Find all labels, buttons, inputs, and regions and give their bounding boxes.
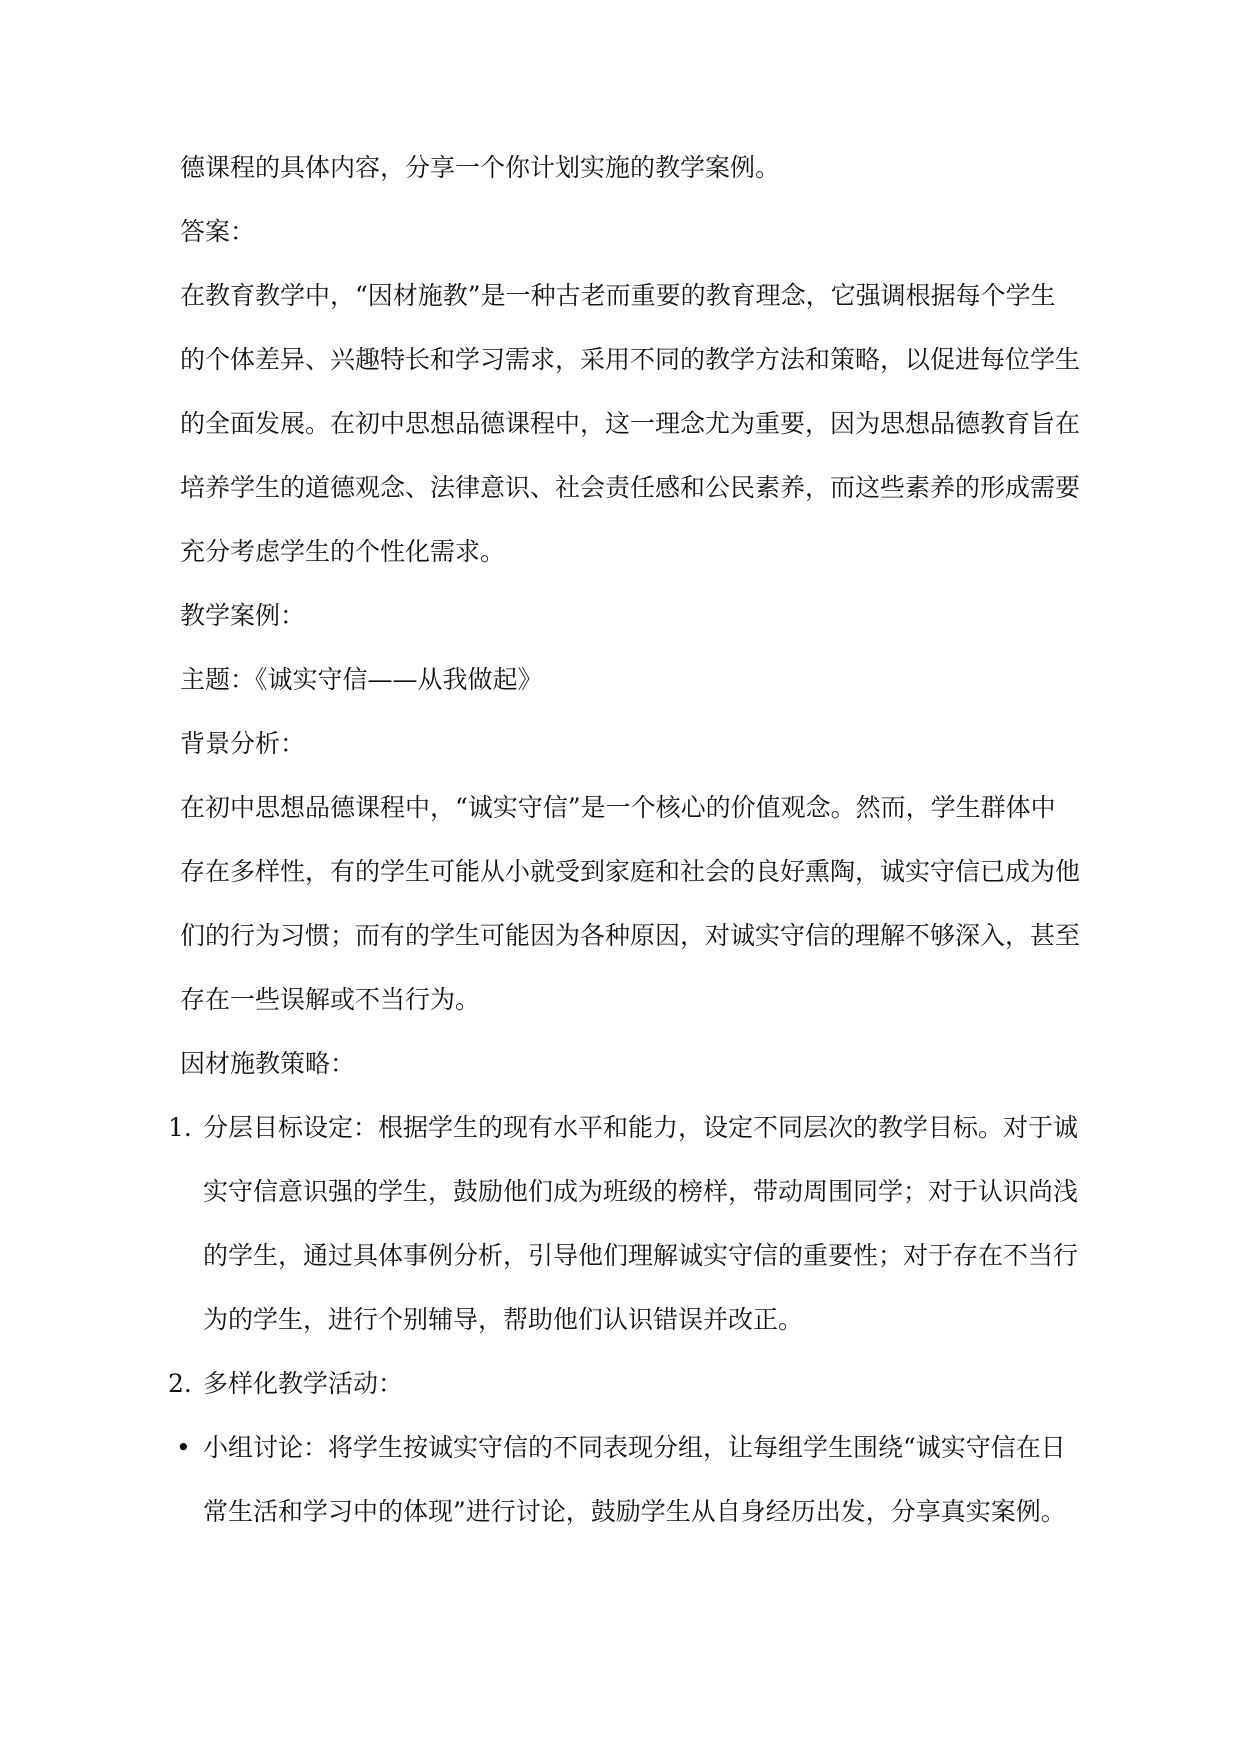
text-line: 充分考虑学生的个性化需求。 <box>180 537 506 566</box>
numbered-list <box>0 1096 1241 1416</box>
text-line: 常生活和学习中的体现”进行讨论，鼓励学生从自身经历出发，分享真实案例。 <box>203 1497 1066 1526</box>
text-line: 们的行为习惯；而有的学生可能因为各种原因，对诚实守信的理解不够深入，甚至 <box>180 921 1081 950</box>
background-label: 背景分析： <box>180 729 306 758</box>
text-line: 在教育教学中，“因材施教”是一种古老而重要的教育理念，它强调根据每个学生 <box>180 281 1056 310</box>
list-number: 1. <box>168 1113 192 1142</box>
theme-line: 主题：《诚实守信——从我做起》 <box>180 665 543 694</box>
list-item <box>0 1352 1241 1416</box>
text-line: 存在一些误解或不当行为。 <box>180 985 481 1014</box>
list-item <box>0 1416 1241 1544</box>
background-paragraph <box>0 776 1241 1032</box>
text-line: 在初中思想品德课程中，“诚实守信”是一个核心的价值观念。然而，学生群体中 <box>180 793 1056 822</box>
case-label: 教学案例： <box>180 601 306 630</box>
text-line: 分层目标设定：根据学生的现有水平和能力，设定不同层次的教学目标。对于诚 <box>203 1113 1079 1142</box>
document-page <box>0 136 1241 1544</box>
bullet-icon: • <box>176 1433 191 1462</box>
text-line: 培养学生的道德观念、法律意识、社会责任感和公民素养，而这些素养的形成需要 <box>180 473 1081 502</box>
text-line: 小组讨论：将学生按诚实守信的不同表现分组，让每组学生围绕“诚实守信在日 <box>203 1433 1066 1462</box>
text-line: 存在多样性，有的学生可能从小就受到家庭和社会的良好熏陶，诚实守信已成为他 <box>180 857 1081 886</box>
bullet-list <box>0 1416 1241 1544</box>
intro-line: 德课程的具体内容，分享一个你计划实施的教学案例。 <box>180 153 781 182</box>
list-number: 2. <box>168 1369 192 1398</box>
answer-label: 答案： <box>180 217 256 246</box>
text-line: 为的学生，进行个别辅导，帮助他们认识错误并改正。 <box>203 1305 804 1334</box>
text-line: 实守信意识强的学生，鼓励他们成为班级的榜样，带动周围同学；对于认识尚浅 <box>203 1177 1079 1206</box>
text-line: 的全面发展。在初中思想品德课程中，这一理念尤为重要，因为思想品德教育旨在 <box>180 409 1081 438</box>
text-line: 的个体差异、兴趣特长和学习需求，采用不同的教学方法和策略，以促进每位学生 <box>180 345 1081 374</box>
text-line: 多样化教学活动： <box>203 1369 404 1398</box>
answer-paragraph <box>0 264 1241 584</box>
list-item <box>0 1096 1241 1352</box>
strategy-label: 因材施教策略： <box>180 1049 356 1078</box>
text-line: 的学生，通过具体事例分析，引导他们理解诚实守信的重要性；对于存在不当行 <box>203 1241 1079 1270</box>
